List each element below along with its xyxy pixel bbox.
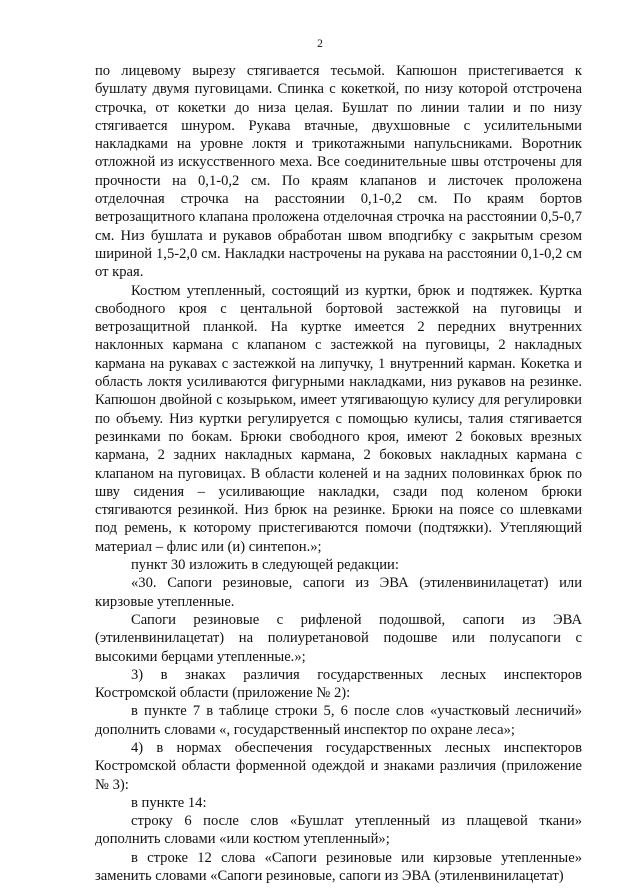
paragraph-sapogi-description: Сапоги резиновые с рифленой подошвой, сапоги из ЭВА (этиленвинилацетат) на полиуретановой подошве или полусапоги с высокими берцами утепленные.»; — [95, 611, 582, 665]
paragraph-kostyum-uteplenny: Костюм утепленный, состоящий из куртки, брюк и подтяжек. Куртка свободного кроя с центальной бортовой застежкой на пуговицы и ветрозащитной планкой. На куртке имеется 2 передних внутренних наклонных кармана с клапаном с застежкой на пуговицы, 2 накладных кармана на рукавах с застежкой на липучку, 1 внутренний карман. Кокетка и область локтя усиливаются фигурными накладками, низ рукавов на резинке. Капюшон двойной с козырьком, имеет утягивающую кулису для регулировки по объему. Низ куртки регулируется с помощью кулисы, талия стягивается резинками по бокам. Брюки свободного кроя, имеют 2 боковых врезных кармана, 2 задних накладных кармана, 2 боковых накладных кармана с клапаном на пуговицах. В области коленей и на задних половинках брюк по шву сидения – усиливающие накладки, сзади под коленом брюки стягиваются резинкой. Низ брюк на резинке. Брюки на поясе со шлевками под ремень, к которому пристегиваются помочи (подтяжки). Утепляющий материал – флис или (и) синтепон.»; — [95, 282, 582, 555]
paragraph-item-3: 3) в знаках различия государственных лесных инспекторов Костромской области (приложение № 2): — [95, 666, 582, 702]
document-body — [95, 62, 582, 885]
paragraph-bushlat-continued: по лицевому вырезу стягивается тесьмой. Капюшон пристегивается к бушлату двумя пуговицами. Спинка с кокеткой, по низу которой отстрочена строчка, от кокетки до низа целая. Бушлат по линии талии и по низу стягивается шнуром. Рукава втачные, двухшовные с усилительными накладками на уровне локтя и трикотажными напульсниками. Воротник отложной из искусственного меха. Все соединительные швы отстрочены для прочности на 0,1-0,2 см. По краям клапанов и листочек проложена отделочная строчка на расстоянии 0,1-0,2 см. По краям бортов ветрозащитного клапана проложена отделочная строчка на расстоянии 0,5-0,7 см. Низ бушлата и рукавов обработан швом вподгибку с закрытым срезом шириной 1,5-2,0 см. Накладки настрочены на рукава на расстоянии 0,1-0,2 см от края. — [95, 63, 582, 281]
paragraph-punkt-14: в пункте 14: — [131, 794, 207, 811]
paragraph-punkt-30: пункт 30 изложить в следующей редакции: — [131, 557, 399, 574]
paragraph-item-4: 4) в нормах обеспечения государственных лесных инспекторов Костромской области форменной одеждой и знаками различия (приложение № 3): — [95, 739, 582, 793]
paragraph-sapogi-title: «30. Сапоги резиновые, сапоги из ЭВА (этиленвинилацетат) или кирзовые утепленные. — [95, 575, 582, 610]
paragraph-punkt-7: в пункте 7 в таблице строки 5, 6 после слов «участковый лесничий» дополнить словами «, государственный инспектор по охране леса»; — [95, 703, 582, 738]
paragraph-stroka-6: строку 6 после слов «Бушлат утепленный из плащевой ткани» дополнить словами «или костюм утепленный»; — [95, 813, 582, 848]
paragraph-stroka-12: в строке 12 слова «Сапоги резиновые или кирзовые утепленные» заменить словами «Сапоги резиновые, сапоги из ЭВА (этиленвинилацетат) — [95, 849, 582, 885]
page-number: 2 — [317, 38, 323, 50]
